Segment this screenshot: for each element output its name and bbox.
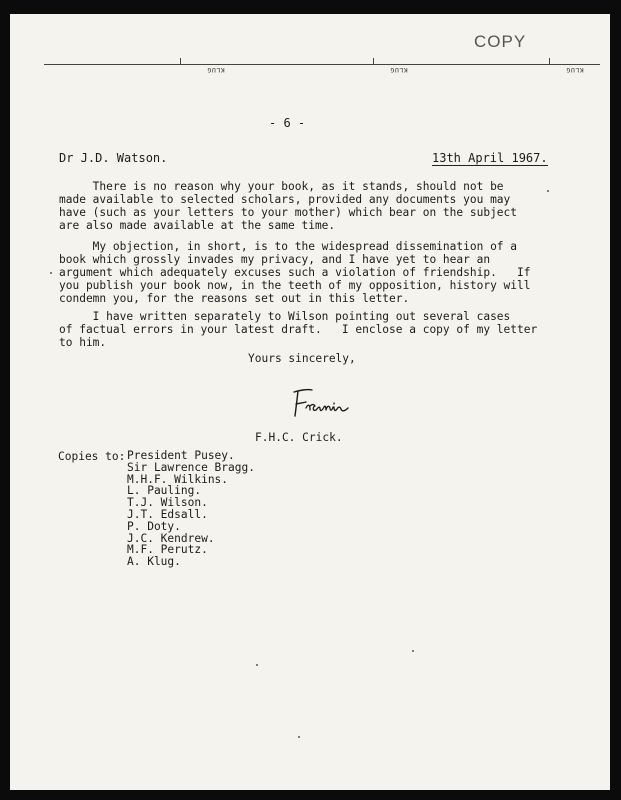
copy-recipient: M.H.F. Wilkins. [127, 472, 229, 486]
copy-recipient: J.C. Kendrew. [127, 531, 215, 545]
signature-scrawl [288, 386, 356, 420]
paper-speck [412, 650, 414, 652]
copy-recipient: J.T. Edsall. [127, 507, 208, 521]
header-rule [44, 64, 600, 65]
letter-page [10, 14, 610, 790]
copy-stamp: COPY [474, 32, 527, 51]
recipient-line: Dr J.D. Watson. [59, 151, 168, 165]
closing-salutation: Yours sincerely, [248, 352, 356, 365]
header-tick [180, 58, 181, 65]
paper-speck [50, 272, 52, 274]
letter-date: 13th April 1967. [432, 151, 548, 165]
body-paragraph: I have written separately to Wilson pointing out several cases of factual errors in your latest draft. I enclose a copy of my letter to him. [59, 310, 538, 349]
archive-stamp-mark: KLUG [390, 66, 408, 74]
paper-speck [298, 736, 300, 738]
copies-list [127, 450, 255, 568]
copy-recipient: L. Pauling. [127, 484, 202, 498]
signatory-name: F.H.C. Crick. [255, 431, 343, 444]
archive-stamp-mark: KLUG [207, 66, 225, 74]
paper-speck [547, 190, 549, 192]
copy-recipient: P. Doty. [127, 519, 181, 533]
paper-speck [256, 664, 258, 666]
copy-recipient: President Pusey. [127, 449, 235, 462]
page-number: - 6 - [269, 116, 306, 130]
copy-recipient: T.J. Wilson. [127, 496, 208, 510]
body-paragraph: There is no reason why your book, as it stands, should not be made available to selected scholars, provided any documents you may have (such as your letters to your mother) which bear on the subject are also made available at the same time. [59, 180, 518, 232]
handwritten-signature [288, 386, 356, 425]
copy-recipient: A. Klug. [127, 555, 181, 569]
header-tick [373, 58, 374, 65]
body-paragraph: My objection, in short, is to the widespread dissemination of a book which grossly invades my privacy, and I have yet to hear an argument which adequately excuses such a violation of friendship. If you publish your book now, in the teeth of my opposition, history will condemn you, for the reasons set out in this letter. [59, 240, 531, 305]
header-tick [549, 58, 550, 65]
copy-recipient: M.F. Perutz. [127, 543, 208, 557]
copies-label: Copies to: [58, 450, 126, 463]
copy-recipient: Sir Lawrence Bragg. [127, 460, 255, 474]
archive-stamp-mark: KLUG [566, 66, 584, 74]
